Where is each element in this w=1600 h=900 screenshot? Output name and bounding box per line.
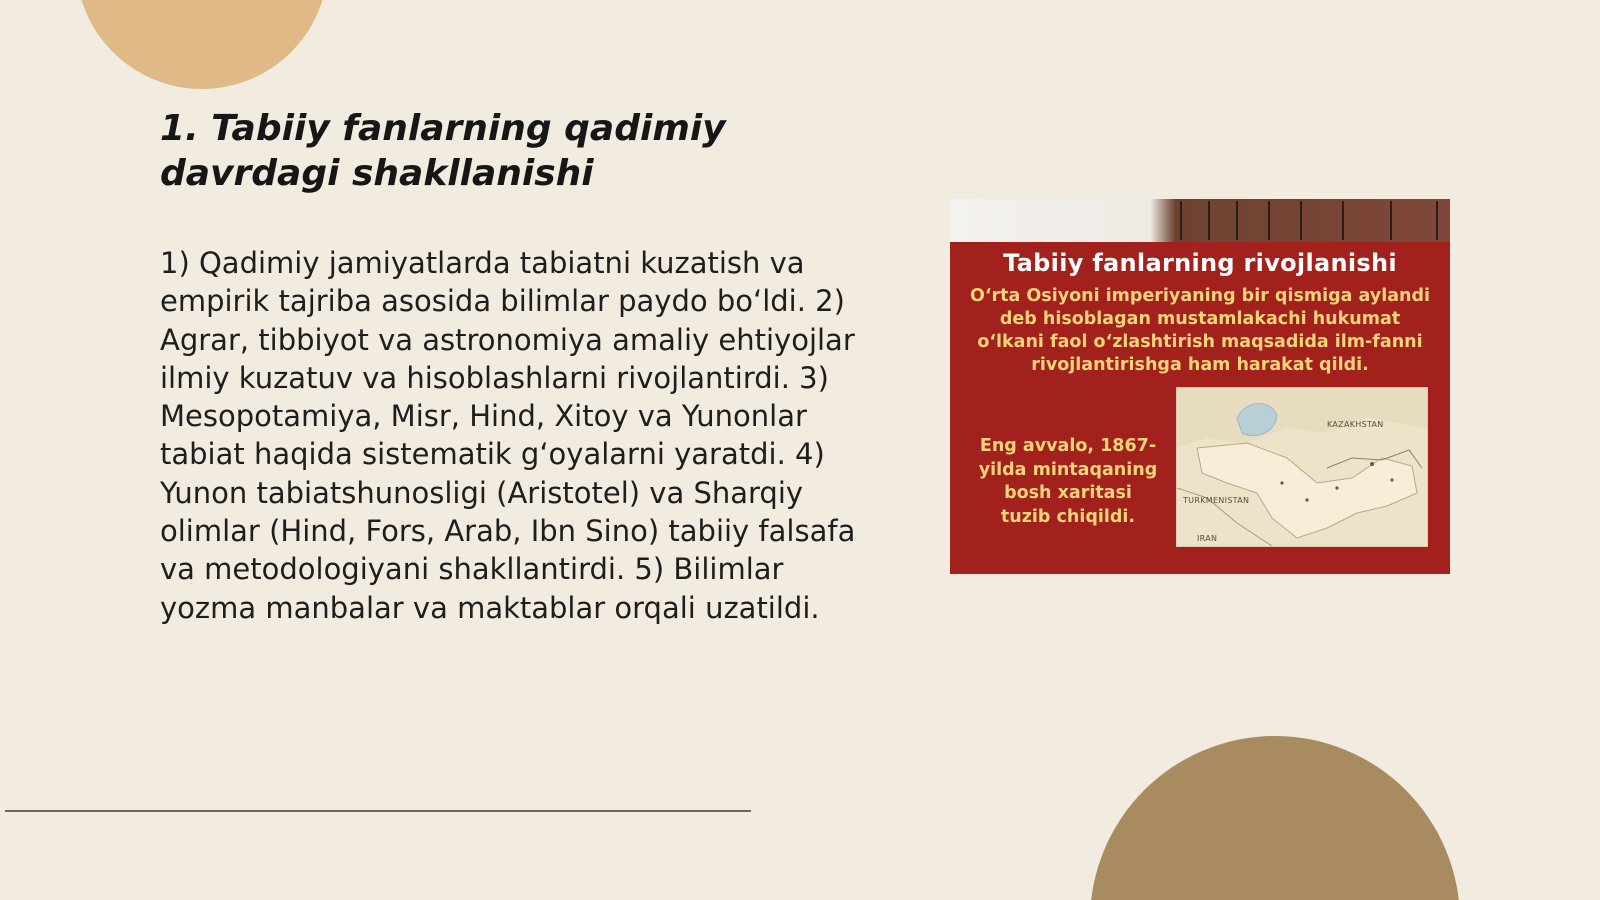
- shelf-divider: [1180, 201, 1182, 240]
- shelf-divider: [1208, 201, 1210, 240]
- shelf-divider: [1268, 201, 1270, 240]
- picture-paragraph: O‘rta Osiyoni imperiyaning bir qismiga aylandi deb hisoblagan mustamlakachi hukumat o‘lkani faol o‘zlashtirish maqsadida ilm-fanni rivojlantirishga ham harakat qildi.: [969, 286, 1431, 375]
- picture-side-text: Eng avvalo, 1867-yilda mintaqaning bosh xaritasi tuzib chiqildi.: [978, 436, 1158, 527]
- slide-title: 1. Tabiiy fanlarning qadimiy davrdagi shakllanishi: [160, 108, 726, 194]
- decorative-circle-bottom: [1090, 736, 1460, 900]
- map-label-iran: IRAN: [1197, 534, 1218, 543]
- map-city: [1305, 498, 1308, 501]
- decorative-circle-top: [76, 0, 328, 89]
- shelf-divider: [1342, 201, 1344, 240]
- divider-line: [5, 810, 751, 812]
- map-country: [1197, 443, 1417, 538]
- bookshelf-strip: [950, 199, 1450, 242]
- map-label-kazakhstan: KAZAKHSTAN: [1327, 420, 1384, 429]
- picture-heading: Tabiiy fanlarning rivojlanishi: [1003, 249, 1397, 277]
- shelf-divider: [1390, 201, 1392, 240]
- map-city: [1280, 481, 1283, 484]
- shelf-divider: [1436, 201, 1438, 240]
- map-city: [1370, 462, 1374, 466]
- map-drawing: [1177, 388, 1427, 546]
- map-city: [1390, 478, 1393, 481]
- uzbekistan-map: [1176, 387, 1428, 547]
- map-region-north: [1177, 388, 1427, 448]
- shelf-divider: [1236, 201, 1238, 240]
- map-label-turkmenistan: TURKMENISTAN: [1183, 496, 1250, 505]
- shelf-divider: [1300, 201, 1302, 240]
- slide-body-text: 1) Qadimiy jamiyatlarda tabiatni kuzatish va empirik tajriba asosida bilimlar paydo bo‘ldi. 2) Agrar, tibbiyot va astronomiya amaliy ehtiyojlar ilmiy kuzatuv va hisoblashlarni rivojlantirdi. 3) Mesopotamiya, Misr, Hind, Xitoy va Yunonlar tabiat haqida sistematik g‘oyalarni yaratdi. 4) Yunon tabiatshunosligi (Aristotel) va Sharqiy olimlar (Hind, Fors, Arab, Ibn Sino) tabiiy falsafa va metodologiyani shakllantirdi. 5) Bilimlar yozma manbalar va maktablar orqali uzatildi.: [160, 246, 856, 625]
- map-city: [1335, 486, 1338, 489]
- slide-picture: [950, 199, 1450, 574]
